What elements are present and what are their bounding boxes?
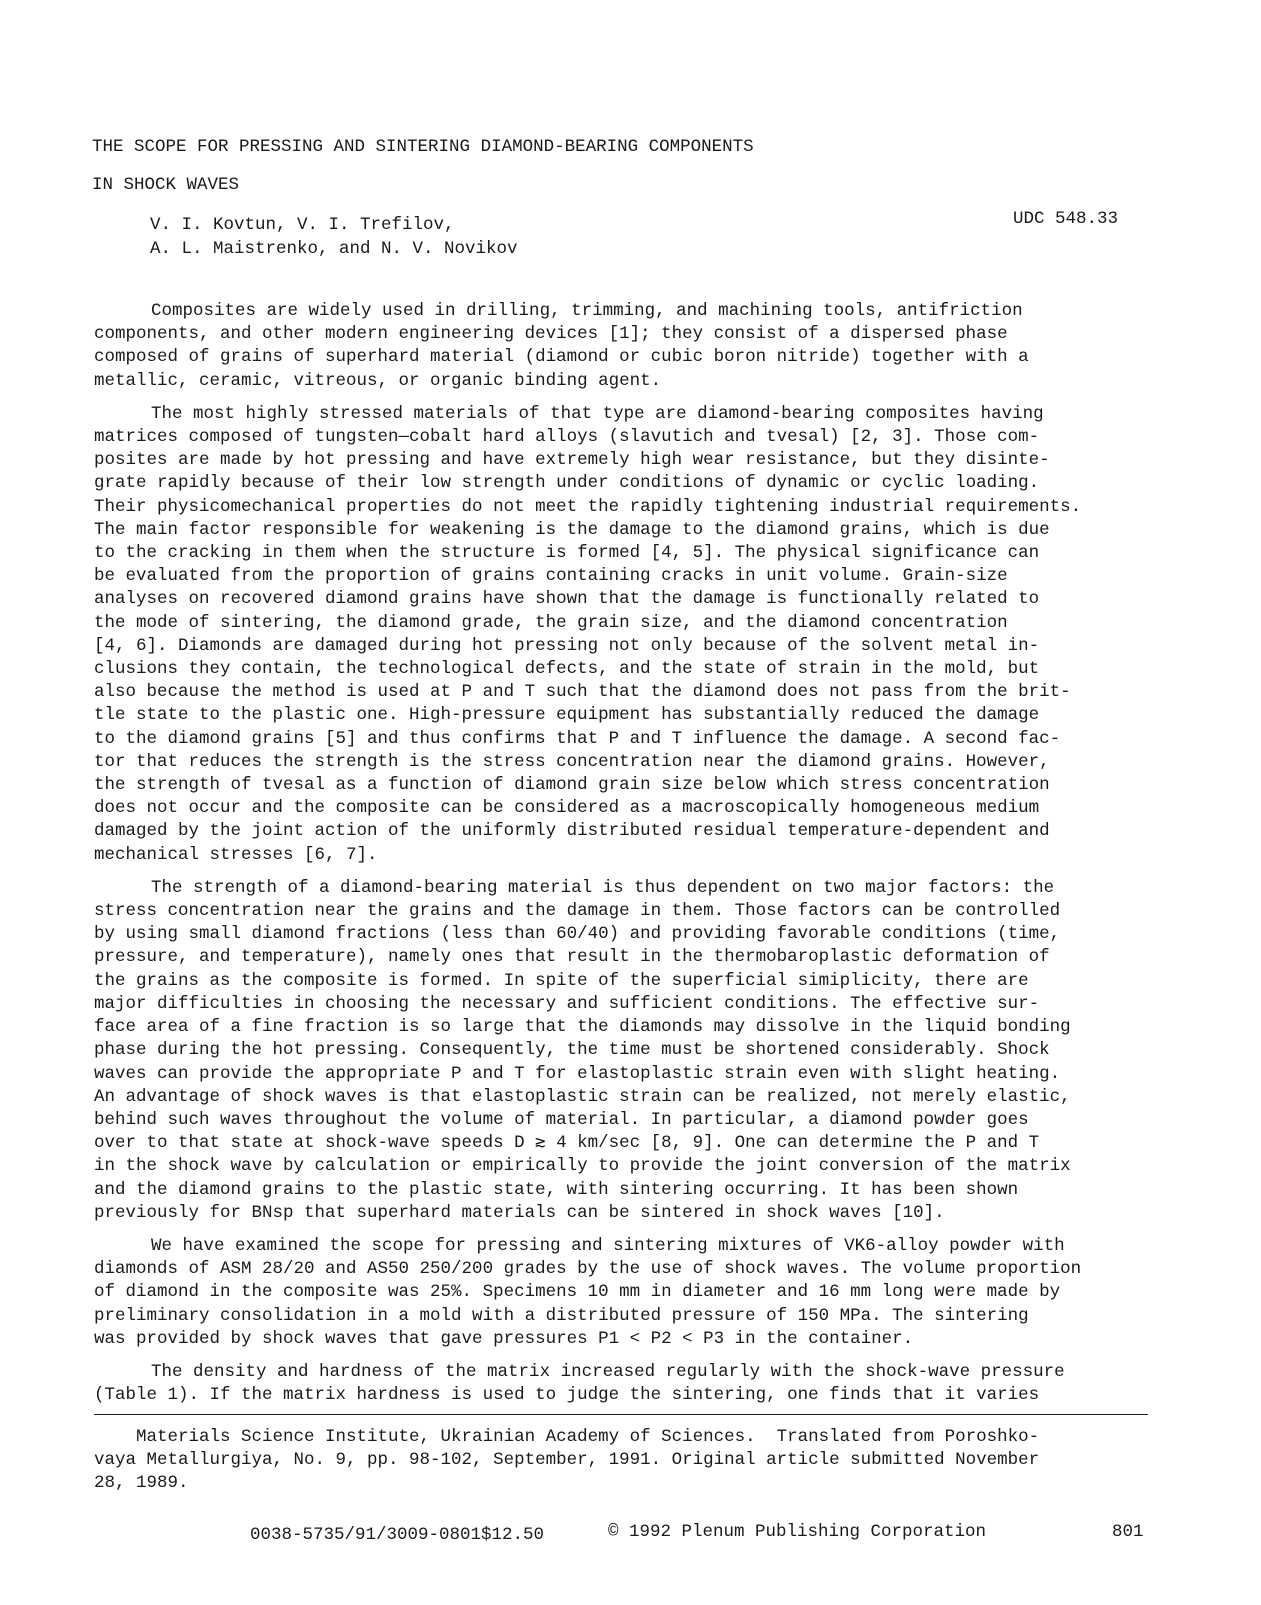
page-number: 801 [1112, 1522, 1144, 1542]
text-line: analyses on recovered diamond grains have shown that the damage is functionally related to [94, 589, 1040, 610]
text-line: Their physicomechanical properties do not meet the rapidly tightening industrial requirements. [94, 496, 1082, 517]
article-body [94, 300, 1154, 1417]
text-line: waves can provide the appropriate P and T for elastoplastic strain even with slight heating. [94, 1063, 1061, 1084]
footnote-line: 28, 1989. [94, 1473, 189, 1494]
text-line: of diamond in the composite was 25%. Specimens 10 mm in diameter and 16 mm long were made by [94, 1282, 1061, 1303]
text-line: pressure, and temperature), namely ones that result in the thermobaroplastic deformation of [94, 947, 1050, 968]
text-line: the grains as the composite is formed. In spite of the superficial simiplicity, there are [94, 970, 1029, 991]
copyright-notice: © 1992 Plenum Publishing Corporation [608, 1522, 987, 1542]
text-line: also because the method is used at P and T such that the diamond does not pass from the brit- [94, 682, 1071, 703]
text-line: behind such waves throughout the volume of material. In particular, a diamond powder goes [94, 1109, 1029, 1130]
text-line: Composites are widely used in drilling, trimming, and machining tools, antifriction [151, 301, 1023, 321]
footnote [94, 1426, 1039, 1496]
text-line: metallic, ceramic, vitreous, or organic binding agent. [94, 370, 662, 391]
text-line: components, and other modern engineering devices [1]; they consist of a dispersed phase [94, 324, 1008, 345]
text-line: diamonds of ASM 28/20 and AS50 250/200 grades by the use of shock waves. The volume proportion [94, 1259, 1082, 1280]
text-line: damaged by the joint action of the uniformly distributed residual temperature-dependent and [94, 821, 1050, 842]
article-code: 0038-5735/91/3009-0801$12.50 [250, 1525, 545, 1545]
text-line: by using small diamond fractions (less than 60/40) and providing favorable conditions (time, [94, 924, 1061, 945]
text-line: posites are made by hot pressing and have extremely high wear resistance, but they disinte- [94, 450, 1050, 471]
paragraph-2 [94, 403, 1154, 867]
text-line: face area of a fine fraction is so large that the diamonds may dissolve in the liquid bonding [94, 1017, 1071, 1038]
text-line: The main factor responsible for weakening is the damage to the diamond grains, which is due [94, 519, 1050, 540]
text-line: We have examined the scope for pressing and sintering mixtures of VK6-alloy powder with [151, 1235, 1065, 1256]
text-line: in the shock wave by calculation or empirically to provide the joint conversion of the matrix [94, 1156, 1071, 1177]
text-line: The strength of a diamond-bearing material is thus dependent on two major factors: the [151, 877, 1055, 898]
text-line: the mode of sintering, the diamond grade, the grain size, and the diamond concentration [94, 612, 1008, 633]
authors-line-2: A. L. Maistrenko, and N. V. Novikov [150, 239, 518, 259]
author-list [150, 213, 518, 261]
text-line: preliminary consolidation in a mold with a distributed pressure of 150 MPa. The sintering [94, 1305, 1029, 1326]
text-line: matrices composed of tungsten—cobalt hard alloys (slavutich and tvesal) [2, 3]. Those com- [94, 427, 1040, 448]
text-line: tor that reduces the strength is the stress concentration near the diamond grains. However, [94, 751, 1050, 772]
text-line: was provided by shock waves that gave pressures P1 < P2 < P3 in the container. [94, 1328, 914, 1349]
text-line: previously for BNsp that superhard materials can be sintered in shock waves [10]. [94, 1202, 945, 1223]
authors-line-1: V. I. Kovtun, V. I. Trefilov, [150, 215, 455, 235]
paragraph-3 [94, 877, 1154, 1225]
text-line: major difficulties in choosing the necessary and sufficient conditions. The effective sur- [94, 993, 1040, 1014]
text-line: [4, 6]. Diamonds are damaged during hot pressing not only because of the solvent metal in- [94, 635, 1040, 656]
title-line-2: IN SHOCK WAVES [92, 175, 240, 195]
text-line: grate rapidly because of their low strength under conditions of dynamic or cyclic loading. [94, 473, 1040, 494]
article-title [92, 128, 754, 204]
text-line: composed of grains of superhard material (diamond or cubic boron nitride) together with a [94, 347, 1029, 368]
text-line: to the cracking in them when the structure is formed [4, 5]. The physical significance can [94, 543, 1040, 564]
text-line: An advantage of shock waves is that elastoplastic strain can be realized, not merely elastic, [94, 1086, 1071, 1107]
footnote-line: vaya Metallurgiya, No. 9, pp. 98-102, September, 1991. Original article submitted November [94, 1450, 1040, 1471]
title-line-1: THE SCOPE FOR PRESSING AND SINTERING DIAMOND-BEARING COMPONENTS [92, 137, 754, 157]
text-line: the strength of tvesal as a function of diamond grain size below which stress concentration [94, 775, 1050, 796]
text-line: does not occur and the composite can be considered as a macroscopically homogeneous medium [94, 798, 1040, 819]
text-line: mechanical stresses [6, 7]. [94, 844, 378, 865]
text-line: over to that state at shock-wave speeds D ≳ 4 km/sec [8, 9]. One can determine the P and T [94, 1133, 1040, 1154]
text-line: (Table 1). If the matrix hardness is used to judge the sintering, one finds that it varies [94, 1385, 1040, 1406]
text-line: clusions they contain, the technological defects, and the state of strain in the mold, but [94, 659, 1040, 680]
text-line: The most highly stressed materials of that type are diamond-bearing composites having [151, 403, 1044, 424]
paragraph-5 [94, 1361, 1154, 1407]
footnote-line: Materials Science Institute, Ukrainian Academy of Sciences. Translated from Poroshko- [94, 1427, 1040, 1447]
udc-code: UDC 548.33 [1013, 209, 1119, 229]
text-line: phase during the hot pressing. Consequently, the time must be shortened considerably. Shock [94, 1040, 1050, 1061]
paragraph-1 [94, 300, 1154, 393]
text-line: The density and hardness of the matrix increased regularly with the shock-wave pressure [151, 1361, 1065, 1382]
text-line: tle state to the plastic one. High-pressure equipment has substantially reduced the damage [94, 705, 1040, 726]
text-line: be evaluated from the proportion of grains containing cracks in unit volume. Grain-size [94, 566, 1008, 587]
text-line: to the diamond grains [5] and thus confirms that P and T influence the damage. A second fac- [94, 728, 1061, 749]
text-line: and the diamond grains to the plastic state, with sintering occurring. It has been shown [94, 1179, 1019, 1200]
paragraph-4 [94, 1235, 1154, 1351]
footnote-divider [94, 1414, 1148, 1415]
text-line: stress concentration near the grains and the damage in them. Those factors can be controlled [94, 901, 1061, 922]
